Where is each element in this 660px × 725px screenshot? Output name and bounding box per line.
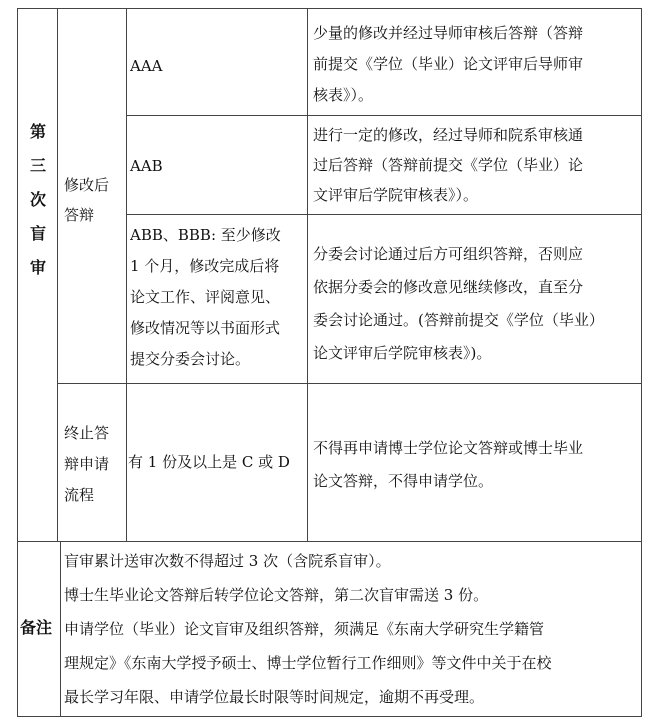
terminate-label: 终止答 辩申请 流程 bbox=[64, 424, 110, 504]
round-header: 第 三 次 盲 审 bbox=[29, 122, 46, 277]
notes-divider bbox=[17, 541, 642, 542]
requirement-aaa: 少量的修改并经过导师审核后答辩（答辩 前提交《学位（毕业）论文评审后导师审 核表》）。 bbox=[313, 24, 584, 104]
row-divider-aab bbox=[126, 214, 641, 215]
label-column-divider bbox=[126, 8, 127, 541]
row-divider-terminate bbox=[57, 383, 641, 384]
grade-aab: AAB bbox=[130, 157, 163, 175]
terminate-result: 不得再申请博士学位论文答辩或博士毕业 论文答辩，不得申请学位。 bbox=[313, 439, 584, 490]
requirement-aab: 进行一定的修改，经过导师和院系审核通 过后答辩（答辩前提交《学位（毕业）论 文评审后学院审核表》）。 bbox=[313, 126, 584, 204]
row-divider-aaa bbox=[126, 115, 641, 116]
table-border-left bbox=[17, 8, 18, 717]
notes-label: 备注 bbox=[20, 618, 53, 637]
notes-label-divider bbox=[60, 542, 61, 716]
grade-abb-bbb: ABB、BBB: 至少修改 1 个月，修改完成后将 论文工作、评阅意见、 修改情况等以书面形式 提交分委会讨论。 bbox=[130, 226, 281, 368]
notes-body: 盲审累计送审次数不得超过 3 次（含院系盲审）。 博士生毕业论文答辩后转学位论文答辩，第二次盲审需送 3 份。 申请学位（毕业）论文盲审及组织答辩，须满足《东南大学研究生学籍管 理规定》《东南大学授予硕士、博士学位暂行工作细则》等文件中关于在校 最长学习年限、申请学位最长时限等时间规定，逾期不再受理。 bbox=[64, 552, 552, 706]
table-border-top bbox=[17, 8, 642, 9]
table-border-right bbox=[641, 8, 642, 717]
table-border-bottom bbox=[17, 716, 642, 717]
requirement-abb-bbb: 分委会讨论通过后方可组织答辩，否则应 依据分委会的修改意见继续修改，直至分 委会讨论通过。(答辩前提交《学位（毕业） 论文评审后学院审核表》)。 bbox=[313, 245, 604, 362]
grade-aaa: AAA bbox=[130, 57, 163, 75]
modify-defend-label: 修改后 答辩 bbox=[64, 176, 110, 224]
grade-column-divider bbox=[307, 8, 308, 541]
terminate-condition: 有 1 份及以上是 C 或 D bbox=[128, 453, 290, 471]
round-column-divider bbox=[57, 8, 58, 541]
